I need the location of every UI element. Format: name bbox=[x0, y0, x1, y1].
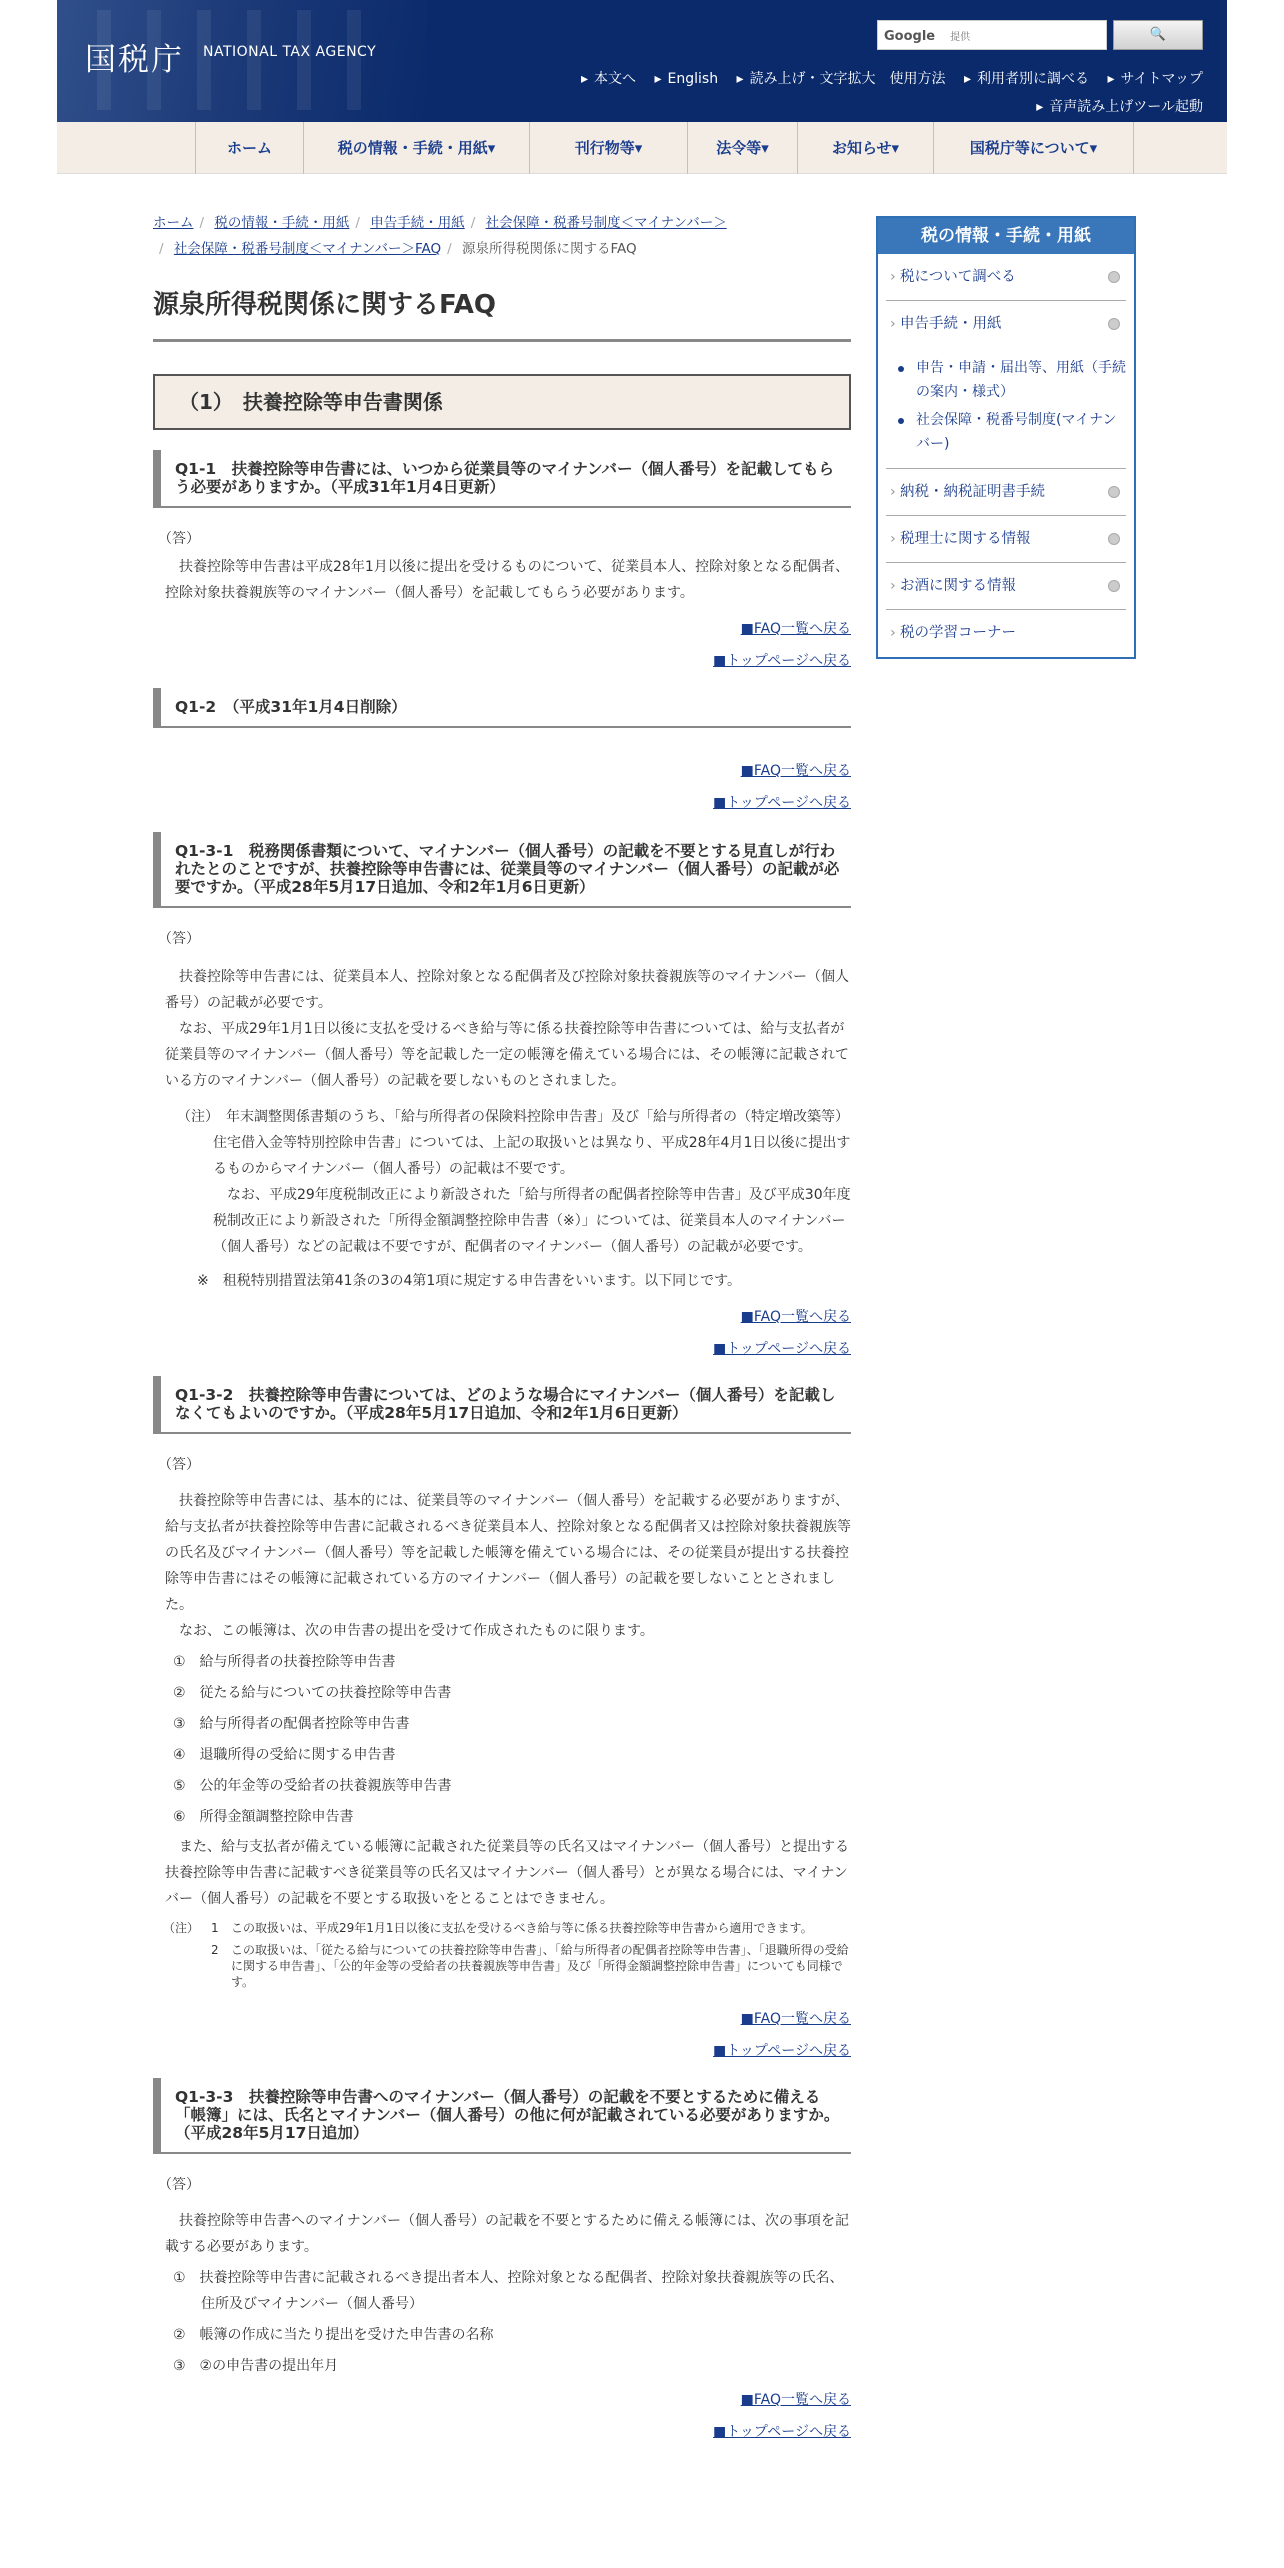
breadcrumb: ホーム / 税の情報・手続・用紙 / 申告手続・用紙 / 社会保障・税番号制度＜マイナンバー＞ / 社会保障・税番号制度＜マイナンバー＞FAQ / 源泉所得税関係に関するFAQ bbox=[153, 215, 727, 257]
search-brand: Google bbox=[884, 29, 936, 44]
breadcrumb-current: 源泉所得税関係に関するFAQ bbox=[461, 241, 637, 257]
sidebar-item-alcohol[interactable]: › お酒に関する情報 bbox=[886, 563, 1126, 610]
main-content bbox=[153, 210, 851, 2455]
util-link-sitemap[interactable]: ▸ サイトマップ bbox=[1108, 71, 1204, 87]
gnav-about[interactable]: 国税庁等について▾ bbox=[934, 122, 1134, 174]
gnav-home[interactable]: ホーム bbox=[196, 122, 304, 174]
list-item: ① 扶養控除等申告書に記載されるべき提出者本人、控除対象となる配偶者、控除対象扶養親族等の氏名、住所及びマイナンバー（個人番号） bbox=[173, 2270, 844, 2312]
back-links bbox=[153, 1308, 851, 1358]
answer-label: （答） bbox=[158, 1457, 200, 1473]
question-heading-1-3-2: Q1-3-2 扶養控除等申告書については、どのような場合にマイナンバー（個人番号）を記載しなくてもよいのですか。（平成28年5月17日追加、令和2年1月6日更新） bbox=[153, 1376, 851, 1434]
faq-list-link[interactable]: ■FAQ一覧へ戻る bbox=[740, 763, 851, 779]
sidebar-subitems bbox=[886, 348, 1126, 469]
gnav-publications[interactable]: 刊行物等▾ bbox=[530, 122, 688, 174]
top-page-link[interactable]: ■トップページへ戻る bbox=[713, 2424, 851, 2440]
faq-list-link[interactable]: ■FAQ一覧へ戻る bbox=[740, 621, 851, 637]
util-link-voice-tool[interactable]: ▸ 音声読み上げツール起動 bbox=[1036, 99, 1203, 115]
answer-text: 扶養控除等申告書は平成28年1月以後に提出を受けるものについて、従業員本人、控除対象となる配偶者、控除対象扶養親族等のマイナンバー（個人番号）を記載してもらう必要があります。 bbox=[165, 559, 850, 601]
back-links bbox=[153, 2391, 851, 2441]
question-heading-1-3-1: Q1-3-1 税務関係書類について、マイナンバー（個人番号）の記載を不要とする見直しが行われたとのことですが、扶養控除等申告書には、従業員等のマイナンバー（個人番号）の記載が必要ですか。（平成28年5月17日追加、令和2年1月6日更新） bbox=[153, 832, 851, 908]
answer-text: 扶養控除等申告書には、従業員本人、控除対象となる配偶者及び控除対象扶養親族等のマイナンバー（個人番号）の記載が必要です。 bbox=[165, 969, 850, 1011]
utility-links-2 bbox=[57, 96, 1203, 116]
faq-list-link[interactable]: ■FAQ一覧へ戻る bbox=[740, 1309, 851, 1325]
list-item: ① 給与所得者の扶養控除等申告書 bbox=[173, 1654, 396, 1670]
list-item: ④ 退職所得の受給に関する申告書 bbox=[173, 1747, 396, 1763]
utility-links bbox=[57, 68, 1203, 88]
question-heading-1-2: Q1-2 （平成31年1月4日削除） bbox=[153, 688, 851, 728]
breadcrumb-procedures[interactable]: 申告手続・用紙 bbox=[370, 215, 465, 231]
site-header bbox=[57, 0, 1227, 122]
sidebar-item-research[interactable]: › 税について調べる bbox=[886, 254, 1126, 301]
logo-en: NATIONAL TAX AGENCY bbox=[203, 44, 377, 60]
note-label: （注） bbox=[163, 1921, 200, 1935]
answer-note-2 bbox=[153, 1942, 851, 1990]
back-links bbox=[153, 620, 851, 670]
util-link-english[interactable]: ▸ English bbox=[654, 71, 718, 87]
search-brand-sub: 提供 bbox=[950, 32, 971, 43]
util-link-readaloud[interactable]: ▸ 読み上げ・文字拡大 使用方法 bbox=[737, 71, 946, 87]
answer-note-1 bbox=[153, 1920, 851, 1936]
top-page-link[interactable]: ■トップページへ戻る bbox=[713, 2043, 851, 2059]
top-page-link[interactable]: ■トップページへ戻る bbox=[713, 653, 851, 669]
note-text: この取扱いは、平成29年1月1日以後に支払を受けるべき給与等に係る扶養控除等申告書から適用できます。 bbox=[231, 1921, 813, 1935]
sidebar-item-payment[interactable]: › 納税・納税証明書手続 bbox=[886, 469, 1126, 516]
page-title: 源泉所得税関係に関するFAQ bbox=[153, 284, 851, 342]
search-button[interactable] bbox=[1113, 20, 1203, 50]
question-heading-1-3-3: Q1-3-3 扶養控除等申告書へのマイナンバー（個人番号）の記載を不要とするために備える「帳簿」には、氏名とマイナンバー（個人番号）の他に何が記載されている必要がありますか。（平成28年5月17日追加） bbox=[153, 2078, 851, 2154]
list-item: ⑥ 所得金額調整控除申告書 bbox=[173, 1809, 354, 1825]
search-input[interactable] bbox=[877, 20, 1107, 50]
gnav-news[interactable]: お知らせ▾ bbox=[798, 122, 934, 174]
expand-icon bbox=[1108, 486, 1120, 498]
answer-footnote: ※ 租税特別措置法第41条の3の4第1項に規定する申告書をいいます。以下同じです。 bbox=[197, 1273, 742, 1289]
answer-text: なお、この帳簿は、次の申告書の提出を受けて作成されたものに限ります。 bbox=[179, 1623, 654, 1639]
breadcrumb-tax-info[interactable]: 税の情報・手続・用紙 bbox=[214, 215, 350, 231]
breadcrumb-mynumber[interactable]: 社会保障・税番号制度＜マイナンバー＞ bbox=[485, 215, 727, 231]
sidebar-subitem-forms[interactable]: 申告・申請・届出等、用紙（手続の案内・様式） bbox=[886, 356, 1126, 404]
expand-icon bbox=[1108, 271, 1120, 283]
answer-text: 扶養控除等申告書へのマイナンバー（個人番号）の記載を不要とするために備える帳簿には、次の事項を記載する必要があります。 bbox=[165, 2213, 850, 2255]
top-page-link[interactable]: ■トップページへ戻る bbox=[713, 795, 851, 811]
logo-jp[interactable]: 国税庁 bbox=[85, 42, 184, 78]
util-link-by-user[interactable]: ▸ 利用者別に調べる bbox=[964, 71, 1089, 87]
sidebar-item-procedures[interactable]: › 申告手続・用紙 bbox=[886, 301, 1126, 348]
gnav-tax-info[interactable]: 税の情報・手続・用紙▾ bbox=[304, 122, 530, 174]
answer-note: なお、平成29年度税制改正により新設された「給与所得者の配偶者控除等申告書」及び平成30年度税制改正により新設された「所得金額調整控除申告書（※）」については、従業員本人のマイナンバー（個人番号）などの記載は不要ですが、配偶者のマイナンバー（個人番号）の記載が必要です。 bbox=[213, 1187, 851, 1255]
answer-text: なお、平成29年1月1日以後に支払を受けるべき給与等に係る扶養控除等申告書については、給与支払者が従業員等のマイナンバー（個人番号）等を記載した一定の帳簿を備えている場合には、その帳簿に記載されている方のマイナンバー（個人番号）の記載を要しないものとされました。 bbox=[165, 1021, 850, 1089]
answer-label: （答） bbox=[158, 931, 200, 947]
list-item: ⑤ 公的年金等の受給者の扶養親族等申告書 bbox=[173, 1778, 452, 1794]
list-item: ③ ②の申告書の提出年月 bbox=[173, 2358, 339, 2374]
answer-text: また、給与支払者が備えている帳簿に記載された従業員等の氏名又はマイナンバー（個人番号）と提出する扶養控除等申告書に記載すべき従業員等の氏名又はマイナンバー（個人番号）とが異なる場合には、マイナンバー（個人番号）の記載を不要とする取扱いをとることはできません。 bbox=[165, 1839, 850, 1907]
sidebar bbox=[876, 216, 1136, 659]
faq-list-link[interactable]: ■FAQ一覧へ戻る bbox=[740, 2011, 851, 2027]
section-heading: （1） 扶養控除等申告書関係 bbox=[153, 374, 851, 430]
note-text: この取扱いは、「従たる給与についての扶養控除等申告書」、「給与所得者の配偶者控除等申告書」、「退職所得の受給に関する申告書」、「公的年金等の受給者の扶養親族等申告書」及び「所得金額調整控除申告書」についても同様です。 bbox=[231, 1943, 849, 1989]
sidebar-title: 税の情報・手続・用紙 bbox=[878, 218, 1134, 254]
expand-icon bbox=[1108, 580, 1120, 592]
list-item: ② 帳簿の作成に当たり提出を受けた申告書の名称 bbox=[173, 2327, 494, 2343]
back-links bbox=[153, 762, 851, 812]
note-number: 1 bbox=[211, 1921, 219, 1935]
note-number: 2 bbox=[211, 1943, 219, 1957]
breadcrumb-home[interactable]: ホーム bbox=[153, 215, 194, 231]
gnav-laws[interactable]: 法令等▾ bbox=[688, 122, 798, 174]
global-nav bbox=[57, 122, 1227, 174]
answer-label: （答） bbox=[158, 2177, 200, 2193]
expand-icon bbox=[1108, 533, 1120, 545]
expand-icon bbox=[1108, 318, 1120, 330]
faq-list-link[interactable]: ■FAQ一覧へ戻る bbox=[740, 2392, 851, 2408]
question-heading-1-1: Q1-1 扶養控除等申告書には、いつから従業員等のマイナンバー（個人番号）を記載してもらう必要がありますか。（平成31年1月4日更新） bbox=[153, 450, 851, 508]
back-links bbox=[153, 2010, 851, 2060]
breadcrumb-mynumber-faq[interactable]: 社会保障・税番号制度＜マイナンバー＞FAQ bbox=[173, 241, 442, 257]
top-page-link[interactable]: ■トップページへ戻る bbox=[713, 1341, 851, 1357]
answer-label: （答） bbox=[158, 531, 200, 547]
util-link-main[interactable]: ▸ 本文へ bbox=[581, 71, 636, 87]
sidebar-item-learning[interactable]: › 税の学習コーナー bbox=[886, 610, 1126, 657]
list-item: ② 従たる給与についての扶養控除等申告書 bbox=[173, 1685, 452, 1701]
search-icon: 🔍 bbox=[1149, 27, 1167, 42]
answer-note: （注） 年末調整関係書類のうち、「給与所得者の保険料控除申告書」及び「給与所得者の（特定増改築等）住宅借入金等特別控除申告書」については、上記の取扱いとは異なり、平成28年4月1日以後に提出するものからマイナンバー（個人番号）の記載は不要です。 bbox=[177, 1109, 851, 1177]
sidebar-subitem-mynumber[interactable]: 社会保障・税番号制度(マイナンバー) bbox=[886, 408, 1126, 456]
sidebar-item-tax-accountant[interactable]: › 税理士に関する情報 bbox=[886, 516, 1126, 563]
answer-text: 扶養控除等申告書には、基本的には、従業員等のマイナンバー（個人番号）を記載する必要がありますが、給与支払者が扶養控除等申告書に記載されるべき従業員本人、控除対象となる配偶者又は控除対象扶養親族等の氏名及びマイナンバー（個人番号）等を記載した帳簿を備えている場合には、その従業員が提出する扶養控除等申告書にはその帳簿に記載されている方のマイナンバー（個人番号）の記載を要しないこととされました。 bbox=[165, 1493, 851, 1613]
list-item: ③ 給与所得者の配偶者控除等申告書 bbox=[173, 1716, 410, 1732]
